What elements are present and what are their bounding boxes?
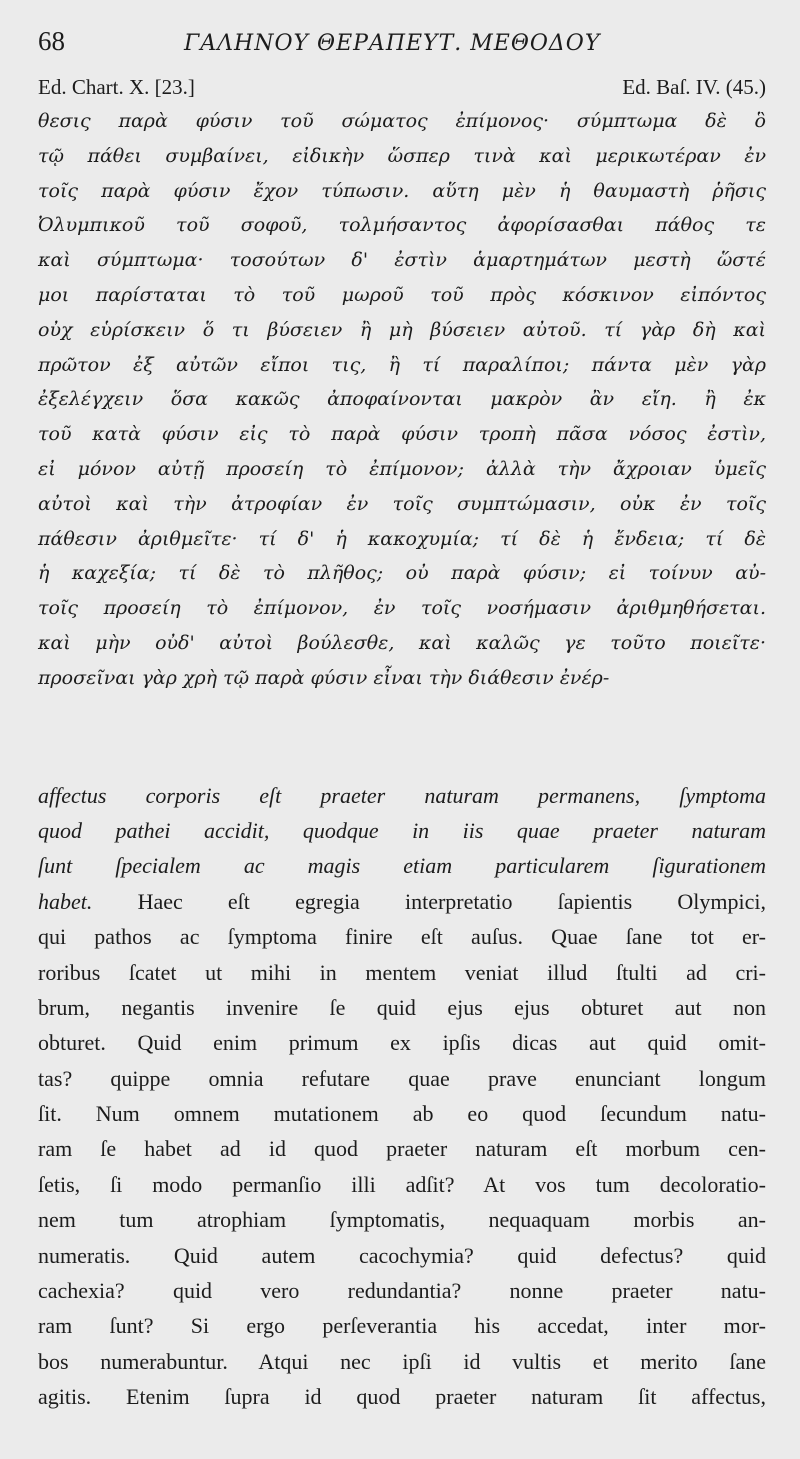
latin-text-line	[38, 1061, 766, 1096]
latin-roman-segment: numeratis. Quid autem cacochymia? quid defectus? quid	[38, 1242, 766, 1268]
greek-text-line: τῷ πάθει συμβαίνει, εἰδικὴν ὥσπερ τινὰ καὶ μερικωτέραν ἐν	[38, 144, 766, 167]
greek-text-line: τοῦ κατὰ φύσιν εἰς τὸ παρὰ φύσιν τροπὴ πᾶσα νόσος ἐστὶν,	[38, 423, 766, 446]
latin-roman-segment: ſit. Num omnem mutationem ab eo quod ſecundum natu-	[38, 1101, 766, 1127]
greek-text-line: εἰ μόνον αὐτῇ προσείη τὸ ἐπίμονον; ἀλλὰ τὴν ἄχροιαν ὑμεῖς	[38, 457, 766, 480]
greek-text-block	[38, 104, 766, 696]
latin-text-line	[38, 1379, 766, 1414]
latin-text-line	[38, 1273, 766, 1308]
edition-chart-reference: Ed. Chart. X. [23.]	[38, 75, 195, 99]
greek-text-line: προσεῖναι γὰρ χρὴ τῷ παρὰ φύσιν εἶναι τὴν διάθεσιν ἐνέρ-	[38, 666, 610, 689]
latin-italic-segment: habet.	[38, 888, 93, 914]
latin-text-line	[38, 1308, 766, 1343]
latin-italic-segment: affectus corporis eſt praeter naturam permanens, ſymptoma	[38, 782, 766, 808]
greek-text-line: καὶ σύμπτωμα· τοσούτων δ' ἐστὶν ἁμαρτημάτων μεστὴ ὥστέ	[38, 249, 766, 272]
latin-text-line	[38, 778, 766, 813]
latin-text-line	[38, 1131, 766, 1166]
latin-roman-segment: nem tum atrophiam ſymptomatis, nequaquam morbis an-	[38, 1207, 766, 1233]
latin-text-line	[38, 1025, 766, 1060]
latin-roman-segment: ram ſunt? Si ergo perſeverantia his accedat, inter mor-	[38, 1313, 766, 1339]
latin-roman-segment: agitis. Etenim ſupra id quod praeter naturam ſit affectus,	[38, 1384, 766, 1410]
page-number: 68	[38, 26, 65, 56]
latin-text-line	[38, 955, 766, 990]
latin-text-line	[38, 1167, 766, 1202]
latin-roman-segment: ſetis, ſi modo permanſio illi adſit? At vos tum decoloratio-	[38, 1171, 766, 1197]
latin-roman-segment: ram ſe habet ad id quod praeter naturam eſt morbum cen-	[38, 1136, 766, 1162]
greek-text-line: τοῖς προσείη τὸ ἐπίμονον, ἐν τοῖς νοσήμασιν ἀριθμηθήσεται.	[38, 597, 766, 620]
latin-text-line	[38, 884, 766, 919]
latin-text-line	[38, 990, 766, 1025]
section-gap	[38, 696, 766, 778]
edition-line	[38, 72, 766, 102]
greek-text-line: αὐτοὶ καὶ τὴν ἀτροφίαν ἐν τοῖς συμπτώμασιν, οὐκ ἐν τοῖς	[38, 492, 766, 515]
latin-text-line	[38, 848, 766, 883]
greek-text-line: θεσις παρὰ φύσιν τοῦ σώματος ἐπίμονος· σύμπτωμα δὲ ὃ	[38, 110, 766, 132]
greek-text-line: Ὀλυμπικοῦ τοῦ σοφοῦ, τολμήσαντος ἀφορίσασθαι πάθος τε	[38, 214, 766, 237]
latin-italic-segment: ſunt ſpecialem ac magis etiam particularem ſigurationem	[38, 853, 766, 879]
greek-text-line: οὐχ εὑρίσκειν ὅ τι βύσειεν ἢ μὴ βύσειεν αὐτοῦ. τί γὰρ δὴ καὶ	[38, 318, 766, 341]
latin-text-line	[38, 1238, 766, 1273]
running-title: ΓΑΛΗΝΟΥ ΘΕΡΑΠΕΥΤ. ΜΕΘΟΔΟΥ	[184, 31, 601, 56]
latin-roman-segment: brum, negantis invenire ſe quid ejus ejus obturet aut non	[38, 994, 766, 1020]
latin-roman-segment: cachexia? quid vero redundantia? nonne praeter natu-	[38, 1278, 766, 1304]
latin-roman-segment: obturet. Quid enim primum ex ipſis dicas aut quid omit-	[38, 1030, 766, 1056]
greek-text-line: πρῶτον ἐξ αὐτῶν εἴποι τις, ἢ τί παραλίποι; πάντα μὲν γὰρ	[38, 353, 766, 376]
greek-text-line: τοῖς παρὰ φύσιν ἔχον τύπωσιν. αὕτη μὲν ἡ θαυμαστὴ ῥῆσις	[38, 179, 766, 202]
latin-text-line	[38, 1202, 766, 1237]
latin-text-line	[38, 919, 766, 954]
latin-roman-segment: roribus ſcatet ut mihi in mentem veniat illud ſtulti ad cri-	[38, 959, 766, 985]
latin-text-block	[38, 778, 766, 1415]
greek-text-line: μοι παρίσταται τὸ τοῦ μωροῦ τοῦ πρὸς κόσκινον εἰπόντος	[38, 283, 766, 306]
running-head	[38, 26, 766, 68]
greek-text-line: πάθεσιν ἀριθμεῖτε· τί δ' ἡ κακοχυμία; τί δὲ ἡ ἔνδεια; τί δὲ	[38, 527, 766, 550]
greek-text-line: ἐξελέγχειν ὅσα κακῶς ἀποφαίνονται μακρὸν ἂν εἴη. ἢ ἐκ	[38, 388, 766, 411]
edition-basel-reference: Ed. Baſ. IV. (45.)	[622, 75, 766, 99]
latin-text-line	[38, 1344, 766, 1379]
latin-text-line	[38, 813, 766, 848]
latin-roman-segment: qui pathos ac ſymptoma finire eſt auſus. Quae ſane tot er-	[38, 924, 766, 950]
latin-roman-segment: Haec eſt egregia interpretatio ſapientis Olympici,	[92, 888, 766, 914]
latin-roman-segment: bos numerabuntur. Atqui nec ipſi id vultis et merito ſane	[38, 1348, 766, 1374]
latin-text-line	[38, 1096, 766, 1131]
latin-italic-segment: quod pathei accidit, quodque in iis quae praeter naturam	[38, 817, 766, 843]
latin-roman-segment: tas? quippe omnia refutare quae prave enunciant longum	[38, 1065, 766, 1091]
greek-text-line: ἡ καχεξία; τί δὲ τὸ πλῆθος; οὐ παρὰ φύσιν; εἰ τοίνυν αὐ-	[38, 562, 766, 585]
greek-text-line: καὶ μὴν οὐδ' αὐτοὶ βούλεσθε, καὶ καλῶς γε τοῦτο ποιεῖτε·	[38, 631, 766, 654]
